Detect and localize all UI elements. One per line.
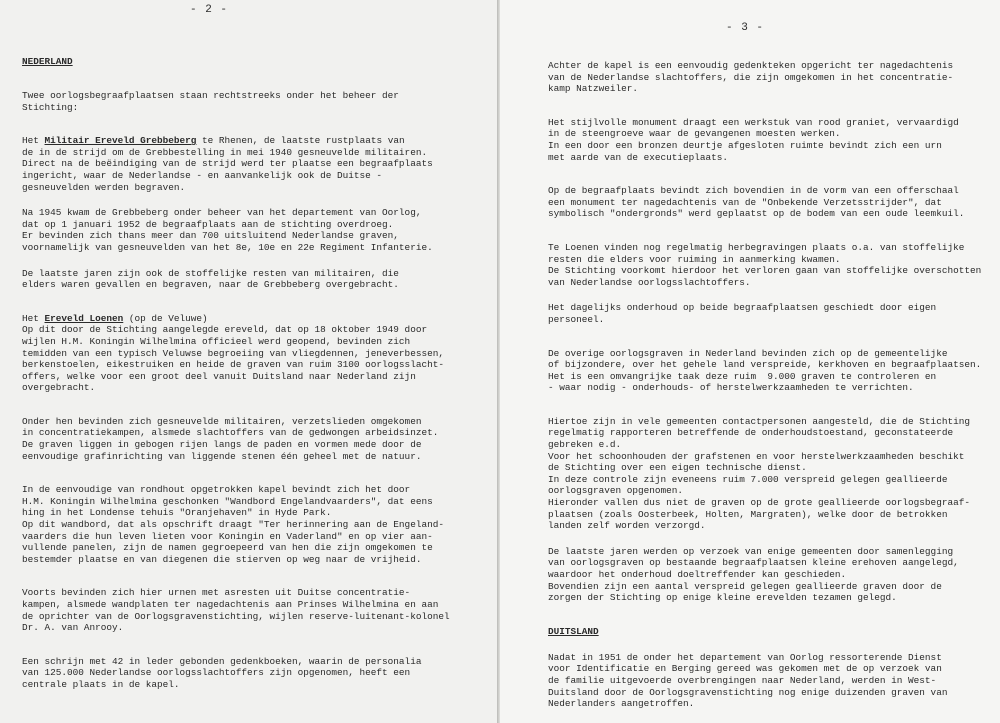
- prefix-text: Het: [22, 135, 45, 147]
- loenen-lines: [22, 324, 482, 394]
- paragraph-onder-hen: [22, 416, 482, 462]
- text-line: Er bevinden zich thans meer dan 700 uitsluitend Nederlandse graven,: [22, 230, 399, 242]
- left-text-column: [22, 56, 482, 691]
- text-line: Twee oorlogsbegraafplaatsen staan rechtstreeks onder het beheer der: [22, 90, 399, 101]
- text-line: hing in het Londense tehuis "Oranjehaven" in Hyde Park.: [22, 507, 332, 519]
- text-line: Voor het schoonhouden der grafstenen en voor herstelwerkzaamheden beschikt: [548, 450, 965, 462]
- text-line: Hiertoe zijn in vele gemeenten contactpersonen aangesteld, die de Stichting: [548, 415, 970, 427]
- text-line: Op dit wandbord, dat als opschrift draagt "Ter herinnering aan de Engeland-: [22, 519, 444, 531]
- paragraph-onderhoud: [548, 302, 988, 325]
- text-line: van de Nederlandse slachtoffers, die zijn omgekomen in het concentratie-: [548, 71, 954, 83]
- text-line: van Nederlandse oorlogsslachtoffers.: [548, 276, 751, 288]
- paragraph-grebbeberg: [22, 135, 482, 193]
- right-text-column: [548, 60, 988, 710]
- text-line: De Stichting voorkomt hierdoor het verloren gaan van stoffelijke overschotten: [548, 265, 982, 277]
- text-line: Te Loenen vinden nog regelmatig herbegravingen plaats o.a. van stoffelijke: [548, 241, 965, 253]
- text-line: de oprichter van de Oorlogsgravenstichting, wijlen reserve-luitenant-kolonel: [22, 610, 450, 622]
- text-line: - waar nodig - onderhouds- of herstelwerkzaamheden te verrichten.: [548, 382, 914, 394]
- text-line: de in de strijd om de Grebbestelling in mei 1940 gesneuvelde militairen.: [22, 146, 428, 158]
- text-line: voor Identificatie en Berging gereed was gekomen met de op verzoek van: [548, 663, 942, 675]
- text-line: de familie uitgevoerde overbrengingen naar Nederland, werden in West-: [548, 674, 937, 686]
- text-line: van 125.000 Nederlandse oorlogsslachtoffers zijn opgenomen, heeft een: [22, 667, 411, 679]
- text-line: Een schrijn met 42 in leder gebonden gedenkboeken, waarin de personalia: [22, 655, 422, 667]
- text-line: Het is een omvangrijke taak deze ruim 9.000 graven te controleren en: [548, 370, 937, 382]
- text-line: gesneuvelden werden begraven.: [22, 181, 186, 193]
- text-line: In de eenvoudige van rondhout opgetrokken kapel bevindt zich het door: [22, 484, 411, 496]
- paragraph-intro: [22, 90, 482, 113]
- text-line: symbolisch "ondergronds" werd geplaatst op de bodem van een oude leemkuil.: [548, 208, 965, 220]
- text-line: waardoor het onderhoud doeltreffender kan geschieden.: [548, 569, 847, 580]
- prefix-text: Het: [22, 312, 45, 324]
- text-line: van oorlogsgraven op bestaande begraafplaatsen kleine erehoven aangelegd,: [548, 557, 959, 569]
- text-line: offers, welke voor een groot deel vanuit Duitsland naar Nederland zijn: [22, 370, 416, 382]
- paragraph-resten: [22, 268, 482, 291]
- paragraph-kapel: [22, 484, 482, 565]
- text-line: de Stichting over een eigen technische dienst.: [548, 462, 807, 474]
- text-line: een monument ter nagedachtenis van de "Onbekende Verzetsstrijder", dat: [548, 196, 942, 208]
- text-line: met aarde van de executieplaats.: [548, 151, 729, 163]
- text-line: De laatste jaren werden op verzoek van enige gemeenten door samenlegging: [548, 545, 954, 557]
- text-line: Bovendien zijn een aantal verspreid gelegen geallieerde graven door de: [548, 580, 942, 592]
- heading-nederland: NEDERLAND: [22, 56, 73, 67]
- paragraph-schrijn: [22, 656, 482, 691]
- text-line: Na 1945 kwam de Grebbeberg onder beheer van het departement van Oorlog,: [22, 207, 422, 219]
- text-line: voornamelijk van gesneuvelden van het 8e, 10e en 22e Regiment Infanterie.: [22, 241, 433, 253]
- text-line: Stichting:: [22, 101, 79, 113]
- text-line: resten die elders voor ruiming in aanmerking kwamen.: [548, 253, 841, 265]
- text-line: De overige oorlogsgraven in Nederland bevinden zich op de gemeentelijke: [548, 347, 948, 359]
- text-line: oorlogsgraven opgenomen.: [548, 485, 684, 497]
- text-line: In deze controle zijn eveneens ruim 7.000 verspreid gelegen geallieerde: [548, 473, 948, 485]
- text-line: berkenstoelen, eikestruiken en heide de graven van ruim 3100 oorlogsslacht-: [22, 359, 444, 371]
- text-line: vullende panelen, zijn de namen gegroepeerd van hen die zijn omgekomen te: [22, 542, 433, 554]
- grebbeberg-lines: [22, 147, 482, 193]
- grebbeberg-name: Militair Ereveld Grebbeberg: [44, 135, 197, 147]
- text-line: Op de begraafplaats bevindt zich bovendien in de vorm van een offerschaal: [548, 185, 959, 197]
- paragraph-herbegraving: [548, 242, 988, 288]
- text-line: in concentratiekampen, alsmede slachtoffers van de gedwongen arbeidsinzet.: [22, 427, 439, 439]
- text-line: Het stijlvolle monument draagt een werkstuk van rood graniet, vervaardigd: [548, 116, 959, 128]
- text-line: Op dit door de Stichting aangelegde ereveld, dat op 18 oktober 1949 door: [22, 324, 428, 336]
- text-line: plaatsen (zoals Oosterbeek, Holten, Margraten), welke door de betrokken: [548, 508, 948, 520]
- text-line: landen zelf worden verzorgd.: [548, 520, 706, 532]
- heading-duitsland: DUITSLAND: [548, 625, 599, 637]
- text-line: kampen, alsmede wandplaten ter nagedachtenis aan Prinses Wilhelmina en aan: [22, 599, 439, 610]
- page-2: [0, 0, 497, 723]
- text-line: dat op 1 januari 1952 de begraafplaats aan de stichting overdroeg.: [22, 218, 394, 230]
- text-line: wijlen H.M. Koningin Wilhelmina officieel werd geopend, bevinden zich: [22, 335, 411, 347]
- paragraph-overige: [548, 348, 988, 394]
- page-3: [500, 0, 1000, 723]
- first-line-rest: te Rhenen, de laatste rustplaats van: [196, 135, 405, 147]
- text-line: Duitsland door de Oorlogsgravenstichting nog enige duizenden graven van: [548, 686, 948, 698]
- text-line: Achter de kapel is een eenvoudig gedenkteken opgericht ter nagedachtenis: [548, 60, 954, 71]
- paragraph-samenlegging: [548, 546, 988, 604]
- text-line: ingericht, waar de Nederlandse - en aanvankelijk ook de Duitse -: [22, 169, 383, 181]
- paragraph-monument: [548, 117, 988, 163]
- text-line: zorgen der Stichting op enige kleine erevelden tezamen gelegd.: [548, 592, 897, 604]
- text-line: bestemder plaatse en van diegenen die stierven op weg naar de vrijheid.: [22, 553, 422, 565]
- text-line: Dr. A. van Anrooy.: [22, 622, 124, 634]
- text-line: Nederlanders aangetroffen.: [548, 698, 695, 710]
- paragraph-loenen: [22, 313, 482, 394]
- loenen-name: Ereveld Loenen: [44, 312, 124, 324]
- first-line-rest: (op de Veluwe): [123, 312, 208, 324]
- text-line: in de steengroeve waar de gevangenen moesten werken.: [548, 128, 841, 140]
- paragraph-offerschaal: [548, 185, 988, 220]
- text-line: H.M. Koningin Wilhelmina geschonken "Wandbord Engelandvaarders", dat eens: [22, 495, 433, 507]
- page-number: - 2 -: [190, 4, 229, 16]
- text-line: of bijzondere, over het gehele land verspreide, kerkhoven en begraafplaatsen.: [548, 359, 982, 371]
- text-line: Direct na de beëindiging van de strijd werd ter plaatse een begraafplaats: [22, 158, 433, 170]
- text-line: temidden van een typisch Veluwse begroeiing van vliegdennen, jeneverbessen,: [22, 347, 444, 359]
- text-line: eenvoudige grafinrichting van liggende stenen één geheel met de natuur.: [22, 450, 422, 462]
- page-number: - 3 -: [726, 22, 765, 34]
- paragraph-1945: [22, 207, 482, 253]
- text-line: vaarders die hun leven lieten voor Koningin en Vaderland" en op vier aan-: [22, 530, 433, 542]
- paragraph-gedenkteken: [548, 60, 988, 95]
- text-line: elders waren gevallen en begraven, naar de Grebbeberg overgebracht.: [22, 279, 399, 291]
- text-line: regelmatig rapporteren betreffende de onderhoudstoestand, geconstateerde: [548, 427, 954, 439]
- text-line: kamp Natzweiler.: [548, 83, 639, 95]
- text-line: De laatste jaren zijn ook de stoffelijke resten van militairen, die: [22, 267, 399, 279]
- text-line: Hieronder vallen dus niet de graven op de grote geallieerde oorlogsbegraaf-: [548, 497, 970, 509]
- text-line: Het dagelijks onderhoud op beide begraafplaatsen geschiedt door eigen: [548, 302, 937, 314]
- text-line: Voorts bevinden zich hier urnen met asresten uit Duitse concentratie-: [22, 587, 411, 599]
- text-line: personeel.: [548, 313, 605, 325]
- text-line: In een door een bronzen deurtje afgesloten ruimte bevindt zich een urn: [548, 139, 942, 151]
- text-line: overgebracht.: [22, 382, 96, 394]
- paragraph-urnen: [22, 587, 482, 633]
- paragraph-duitsland: [548, 652, 988, 710]
- text-line: De graven liggen in gebogen rijen langs de paden en vormen mede door de: [22, 439, 422, 451]
- text-line: centrale plaats in de kapel.: [22, 678, 180, 690]
- text-line: Nadat in 1951 de onder het departement van Oorlog ressorterende Dienst: [548, 651, 942, 663]
- text-line: gebreken e.d.: [548, 439, 622, 451]
- text-line: Onder hen bevinden zich gesneuvelde militairen, verzetslieden omgekomen: [22, 415, 422, 427]
- paragraph-contact: [548, 416, 988, 532]
